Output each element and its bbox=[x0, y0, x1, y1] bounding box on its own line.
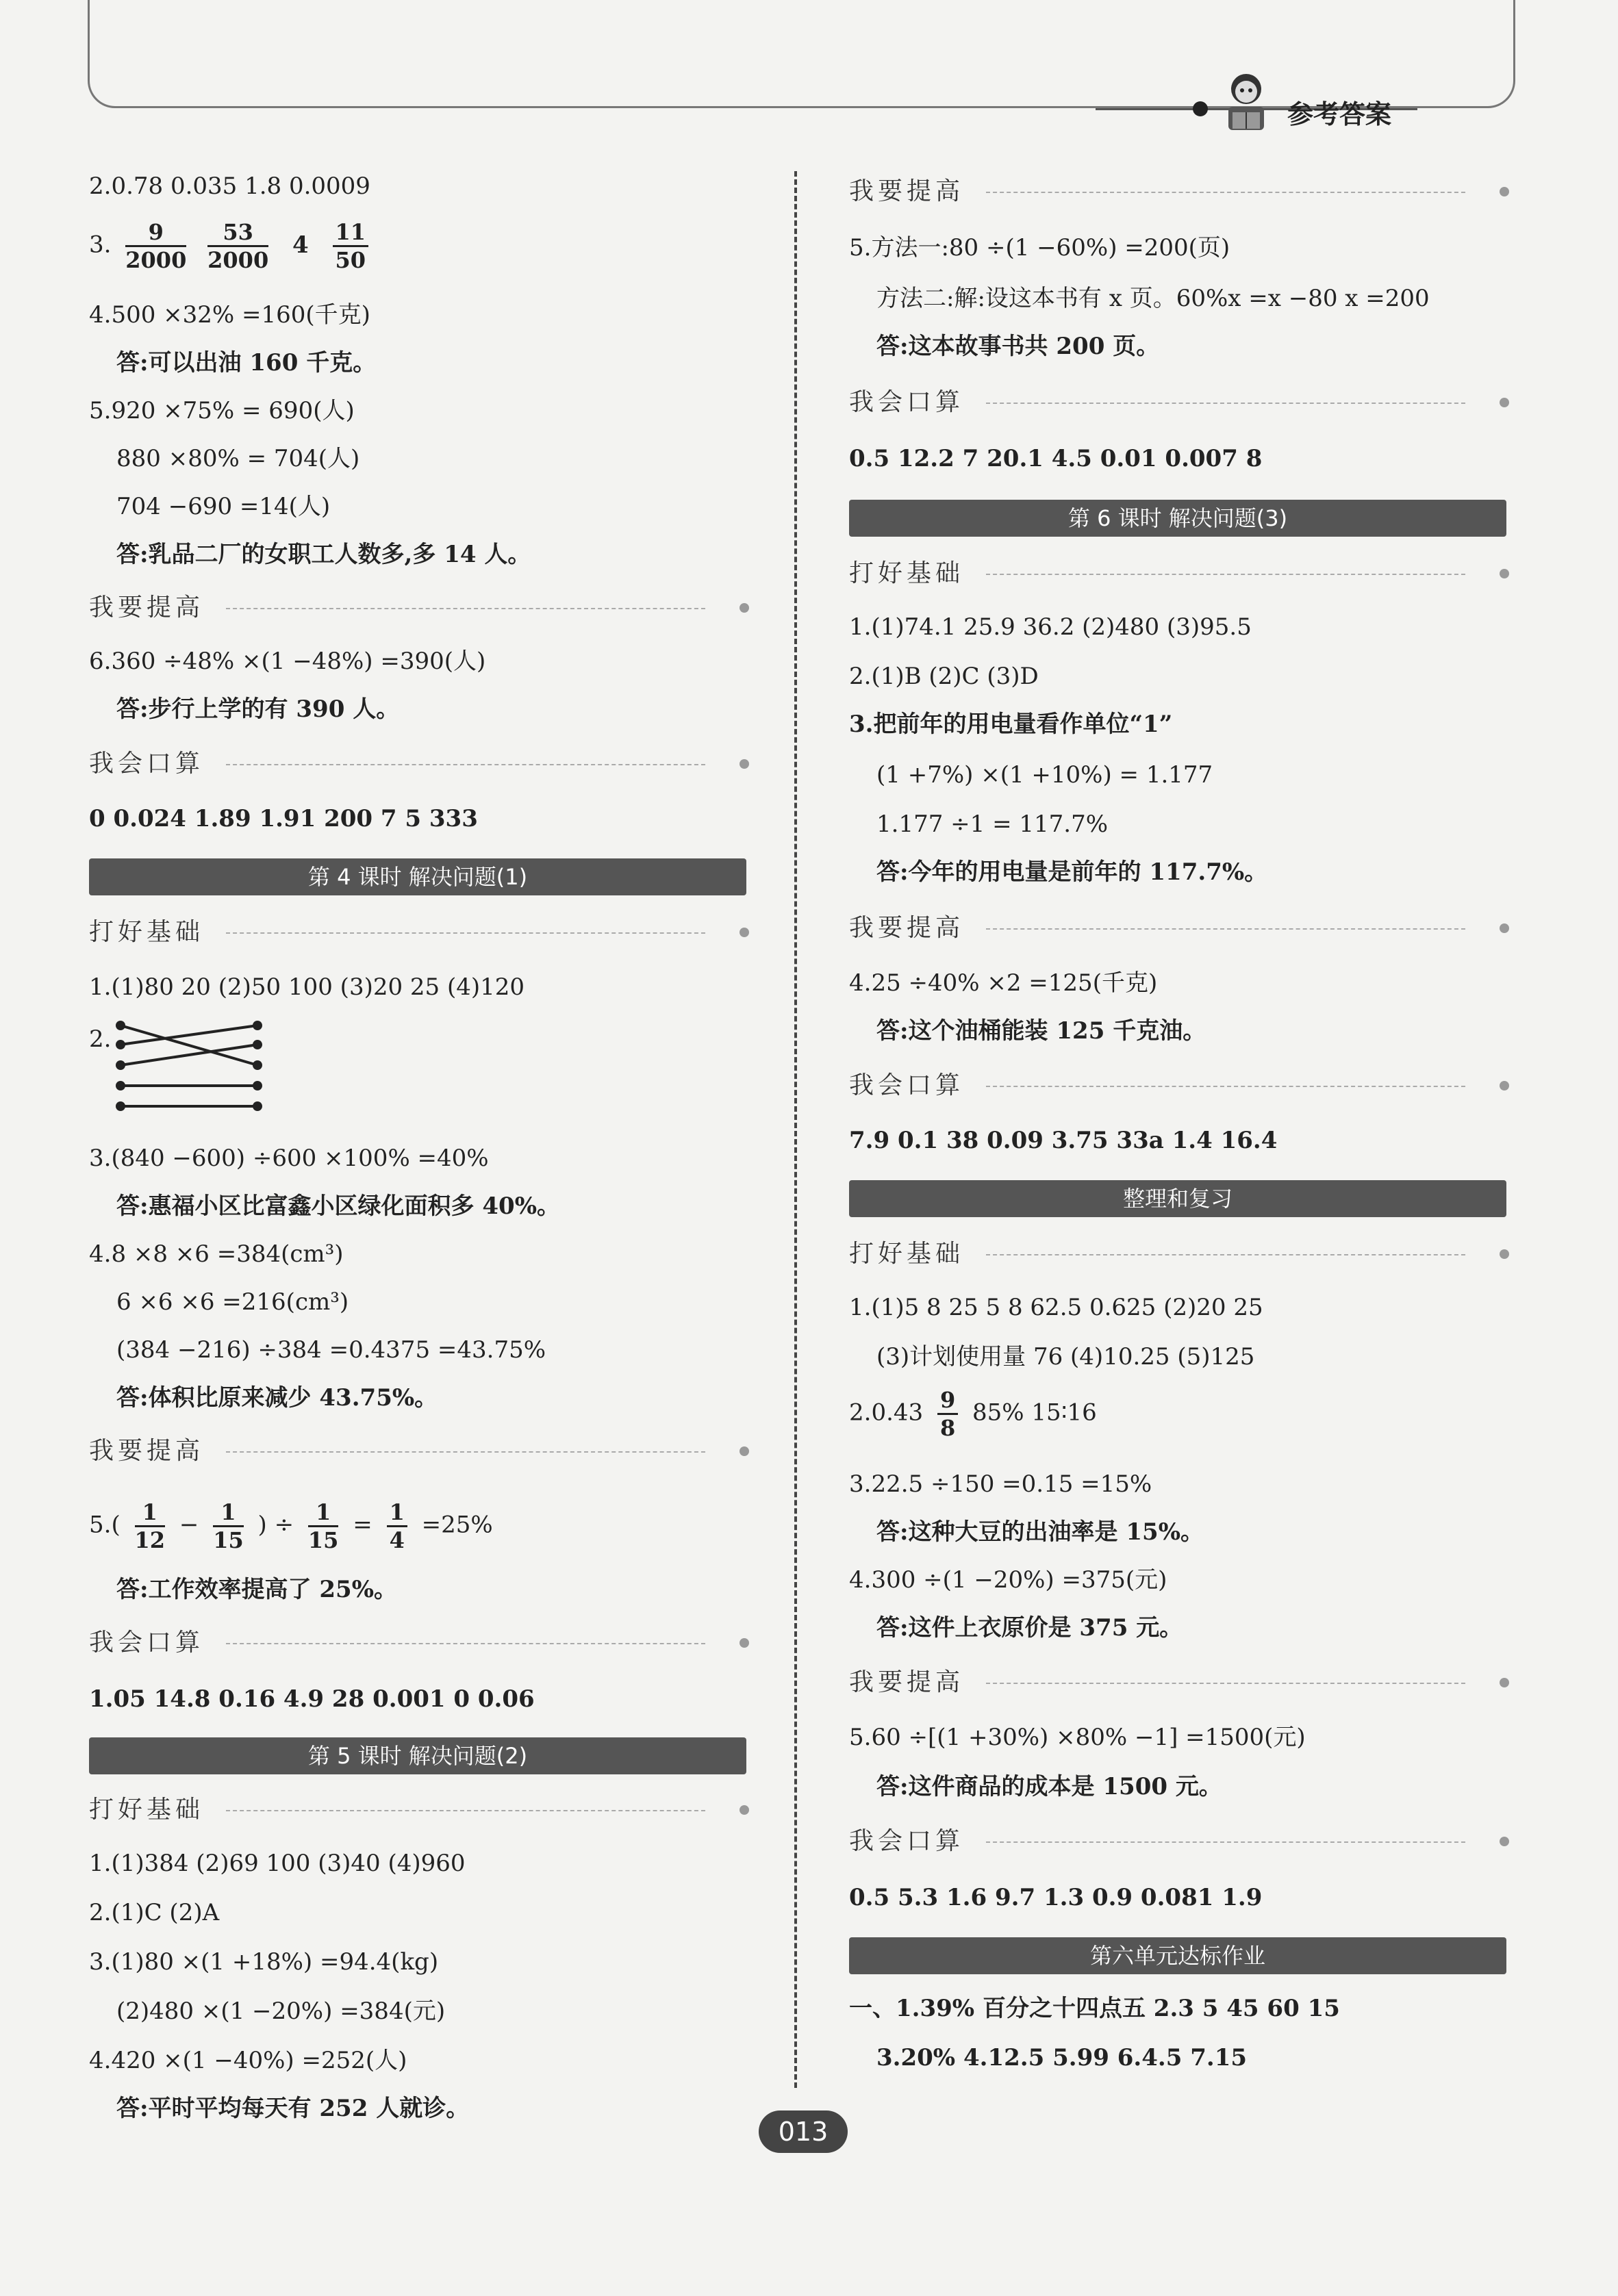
section-dot bbox=[740, 759, 749, 769]
section-heading: 我要提高 bbox=[849, 177, 965, 205]
answer-statement: 答:这本故事书共 200 页。 bbox=[876, 333, 1160, 360]
answer-line: 1.05 14.8 0.16 4.9 28 0.001 0 0.06 bbox=[89, 1685, 535, 1713]
section-heading: 我要提高 bbox=[89, 1437, 205, 1465]
lesson-banner: 整理和复习 bbox=[849, 1180, 1506, 1217]
answer-line-fractions bbox=[89, 219, 375, 273]
denominator: 15 bbox=[307, 1527, 339, 1553]
answer-line: 1.(1)384 (2)69 100 (3)40 (4)960 bbox=[89, 1850, 466, 1877]
answer-line: 7.9 0.1 38 0.09 3.75 33a 1.4 16.4 bbox=[849, 1127, 1278, 1154]
section-heading: 打好基础 bbox=[89, 1796, 205, 1824]
answer-statement: 答:惠福小区比富鑫小区绿化面积多 40%。 bbox=[116, 1192, 561, 1220]
answer-line: 3.把前年的用电量看作单位“1” bbox=[849, 711, 1173, 738]
answer-line: 1.(1)5 8 25 5 8 62.5 0.625 (2)20 25 bbox=[849, 1294, 1263, 1321]
section-dot bbox=[740, 1446, 749, 1456]
section-dot bbox=[1500, 1081, 1509, 1090]
answer-line: (384 −216) ÷384 =0.4375 =43.75% bbox=[116, 1336, 546, 1364]
mascot-reading-icon bbox=[1220, 71, 1272, 137]
answer-line: 2.(1)B (2)C (3)D bbox=[849, 663, 1039, 690]
answer-line: 6 ×6 ×6 =216(cm³) bbox=[116, 1288, 349, 1316]
section-rule bbox=[986, 192, 1465, 193]
denominator: 50 bbox=[335, 247, 366, 273]
section-dot bbox=[1500, 398, 1509, 407]
section-rule bbox=[986, 574, 1465, 575]
numerator: 1 bbox=[308, 1499, 339, 1527]
lesson-banner: 第 4 课时 解决问题(1) bbox=[89, 858, 746, 895]
answer-statement: 答:平时平均每天有 252 人就诊。 bbox=[116, 2095, 470, 2122]
answer-line: 880 ×80% = 704(人) bbox=[116, 445, 360, 472]
section-heading: 我要提高 bbox=[89, 594, 205, 622]
answer-line-fractions bbox=[89, 1499, 493, 1553]
answer-line: 5.60 ÷[(1 +30%) ×80% −1] =1500(元) bbox=[849, 1724, 1306, 1751]
section-rule bbox=[226, 1451, 705, 1453]
answer-line: 0.5 5.3 1.6 9.7 1.3 0.9 0.081 1.9 bbox=[849, 1884, 1263, 1911]
section-dot bbox=[1500, 187, 1509, 196]
answer-line: 1.177 ÷1 = 117.7% bbox=[876, 811, 1109, 838]
section-heading: 我会口算 bbox=[89, 1629, 205, 1657]
section-dot bbox=[740, 928, 749, 937]
answer-line: 2.0.78 0.035 1.8 0.0009 bbox=[89, 173, 370, 200]
section-dot bbox=[1500, 569, 1509, 578]
section-heading: 我会口算 bbox=[89, 750, 205, 778]
section-heading: 我会口算 bbox=[849, 1071, 965, 1099]
answer-statement: 答:步行上学的有 390 人。 bbox=[116, 696, 400, 723]
answer-line: 4.500 ×32% =160(千克) bbox=[89, 301, 370, 329]
matching-lines-diagram bbox=[114, 1019, 278, 1121]
fraction bbox=[135, 1499, 166, 1553]
answer-line: 6.360 ÷48% ×(1 −48%) =390(人) bbox=[89, 648, 486, 675]
numerator: 1 bbox=[213, 1499, 244, 1527]
operator: ) ÷ bbox=[257, 1511, 294, 1539]
denominator: 12 bbox=[134, 1527, 166, 1553]
answer-statement: 答:工作效率提高了 25%。 bbox=[116, 1576, 398, 1603]
denominator: 8 bbox=[939, 1415, 956, 1441]
fraction bbox=[333, 219, 369, 273]
operator: − bbox=[179, 1511, 199, 1539]
answer-line: 3.20% 4.12.5 5.99 6.4.5 7.15 bbox=[876, 2044, 1248, 2071]
denominator: 2000 bbox=[125, 247, 187, 273]
section-dot bbox=[1500, 1249, 1509, 1259]
numerator: 9 bbox=[125, 219, 186, 247]
answer-line: 2.(1)C (2)A bbox=[89, 1899, 220, 1926]
section-rule bbox=[226, 1643, 705, 1644]
answer-line: 0.5 12.2 7 20.1 4.5 0.01 0.007 8 bbox=[849, 445, 1263, 472]
answer-line: 5.方法一:80 ÷(1 −60%) =200(页) bbox=[849, 234, 1230, 262]
fraction bbox=[213, 1499, 244, 1553]
header-title: 参考答案 bbox=[1287, 99, 1392, 129]
section-heading: 我要提高 bbox=[849, 914, 965, 942]
answer-line: 1.(1)74.1 25.9 36.2 (2)480 (3)95.5 bbox=[849, 613, 1252, 641]
answer-statement: 答:乳品二厂的女职工人数多,多 14 人。 bbox=[116, 541, 531, 568]
section-rule bbox=[226, 608, 705, 609]
section-dot bbox=[740, 1638, 749, 1648]
answer-line: 4.25 ÷40% ×2 =125(千克) bbox=[849, 969, 1158, 997]
fraction bbox=[308, 1499, 339, 1553]
section-rule bbox=[986, 1254, 1465, 1255]
answer-line-fractions bbox=[849, 1387, 1097, 1441]
answer-line: 1.(1)80 20 (2)50 100 (3)20 25 (4)120 bbox=[89, 973, 525, 1001]
section-heading: 我要提高 bbox=[849, 1668, 965, 1696]
section-dot bbox=[740, 603, 749, 613]
answer-statement: 答:今年的用电量是前年的 117.7%。 bbox=[876, 858, 1268, 886]
answer-line: 4.8 ×8 ×6 =384(cm³) bbox=[89, 1240, 344, 1268]
answer-line: (3)计划使用量 76 (4)10.25 (5)125 bbox=[876, 1343, 1255, 1370]
section-rule bbox=[986, 1086, 1465, 1087]
answer-line: 2. bbox=[89, 1025, 112, 1053]
answer-line: (2)480 ×(1 −20%) =384(元) bbox=[116, 1998, 446, 2025]
column-divider bbox=[794, 171, 797, 2088]
answer-statement: 答:这种大豆的出油率是 15%。 bbox=[876, 1518, 1204, 1546]
answer-line: (1 +7%) ×(1 +10%) = 1.177 bbox=[876, 761, 1213, 789]
section-rule bbox=[226, 1810, 705, 1811]
numerator: 9 bbox=[937, 1387, 958, 1415]
answer-statement: 答:这件商品的成本是 1500 元。 bbox=[876, 1773, 1222, 1800]
answer-line: 4.420 ×(1 −40%) =252(人) bbox=[89, 2047, 407, 2074]
section-heading: 打好基础 bbox=[89, 918, 205, 946]
section-heading: 我会口算 bbox=[849, 1827, 965, 1855]
value: 4 bbox=[292, 231, 309, 259]
fraction bbox=[937, 1387, 958, 1441]
numerator: 53 bbox=[207, 219, 268, 247]
header-frame bbox=[88, 0, 1515, 108]
fraction bbox=[207, 219, 268, 273]
answer-line: 3.(1)80 ×(1 +18%) =94.4(kg) bbox=[89, 1948, 439, 1976]
numerator: 11 bbox=[333, 219, 369, 247]
section-rule bbox=[226, 932, 705, 934]
denominator: 2000 bbox=[207, 247, 269, 273]
section-dot bbox=[740, 1805, 749, 1815]
section-heading: 打好基础 bbox=[849, 559, 965, 587]
section-rule bbox=[986, 1841, 1465, 1843]
answer-line: 0 0.024 1.89 1.91 200 7 5 333 bbox=[89, 805, 478, 832]
answer-statement: 答:这个油桶能装 125 千克油。 bbox=[876, 1017, 1206, 1045]
numerator: 1 bbox=[387, 1499, 407, 1527]
answer-line: 704 −690 =14(人) bbox=[116, 493, 331, 520]
section-rule bbox=[986, 928, 1465, 930]
numerator: 1 bbox=[135, 1499, 166, 1527]
answer-line: 5.920 ×75% = 690(人) bbox=[89, 397, 355, 424]
lesson-banner: 第 5 课时 解决问题(2) bbox=[89, 1737, 746, 1774]
answer-statement: 答:体积比原来减少 43.75%。 bbox=[116, 1384, 438, 1412]
line-prefix: 3. bbox=[89, 231, 112, 259]
fraction bbox=[125, 219, 186, 273]
section-dot bbox=[1500, 1837, 1509, 1846]
page-number: 013 bbox=[759, 2110, 848, 2153]
answer-line: 方法二:解:设这本书有 x 页。60%x =x −80 x =200 bbox=[876, 285, 1430, 312]
section-rule bbox=[986, 1683, 1465, 1684]
value: 85% 15∶16 bbox=[972, 1399, 1097, 1427]
section-heading: 打好基础 bbox=[849, 1240, 965, 1268]
section-heading: 我会口算 bbox=[849, 388, 965, 416]
denominator: 15 bbox=[213, 1527, 244, 1553]
section-dot bbox=[1500, 1678, 1509, 1687]
header-dot bbox=[1193, 101, 1208, 116]
answer-line: 3.(840 −600) ÷600 ×100% =40% bbox=[89, 1145, 489, 1172]
section-rule bbox=[986, 403, 1465, 404]
result: =25% bbox=[421, 1511, 493, 1539]
answer-statement: 答:这件上衣原价是 375 元。 bbox=[876, 1614, 1183, 1642]
answer-line: 3.22.5 ÷150 =0.15 =15% bbox=[849, 1470, 1152, 1498]
section-rule bbox=[226, 764, 705, 765]
answer-statement: 答:可以出油 160 千克。 bbox=[116, 349, 377, 377]
fraction bbox=[387, 1499, 407, 1553]
answer-line: 一、1.39% 百分之十四点五 2.3 5 45 60 15 bbox=[849, 1995, 1340, 2022]
lesson-banner: 第 6 课时 解决问题(3) bbox=[849, 500, 1506, 537]
section-dot bbox=[1500, 923, 1509, 933]
unit-banner: 第六单元达标作业 bbox=[849, 1937, 1506, 1974]
answer-line: 4.300 ÷(1 −20%) =375(元) bbox=[849, 1566, 1167, 1594]
line-prefix: 5.( bbox=[89, 1511, 121, 1539]
operator: = bbox=[353, 1511, 372, 1539]
denominator: 4 bbox=[389, 1527, 405, 1553]
line-prefix: 2.0.43 bbox=[849, 1399, 924, 1427]
